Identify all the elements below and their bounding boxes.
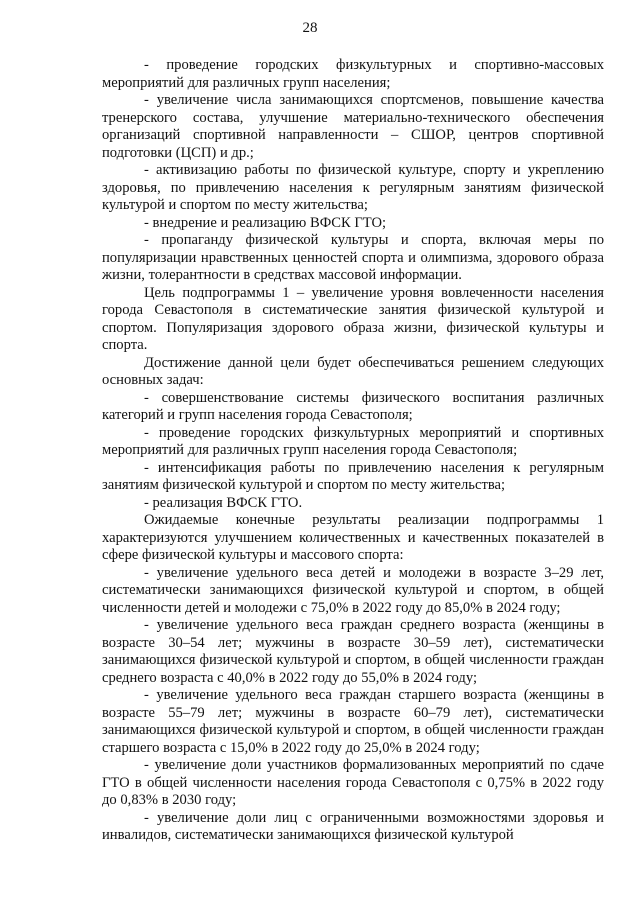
list-item: - увеличение удельного веса граждан старшего возраста (женщины в возрасте 55–79 лет; мужчины в возрасте 60–79 лет), систематически занимающихся физической культурой и спортом, в общей численности граждан старшего возраста с 15,0% в 2022 году до 25,0% в 2024 году;: [102, 687, 604, 756]
list-item: - активизацию работы по физической культуре, спорту и укреплению здоровья, по привлечению населения к регулярным занятиям физической культурой и спортом по месту жительства;: [102, 162, 604, 213]
list-item: - внедрение и реализацию ВФСК ГТО;: [144, 214, 387, 231]
list-item: - проведение городских физкультурных и спортивно-массовых мероприятий для различных групп населения;: [102, 57, 604, 91]
list-item: - проведение городских физкультурных мероприятий и спортивных мероприятий для различных групп населения города Севастополя;: [102, 424, 604, 458]
list-item: - совершенствование системы физического воспитания различных категорий и групп населения города Севастополя;: [102, 389, 604, 423]
list-item: - реализация ВФСК ГТО.: [144, 494, 303, 511]
list-item: - увеличение доли участников формализованных мероприятий по сдаче ГТО в общей численности населения города Севастополя с 0,75% в 2022 году до 0,83% в 2030 году;: [102, 757, 604, 808]
list-item: - увеличение числа занимающихся спортсменов, повышение качества тренерского состава, улучшение материально-технического обеспечения организаций спортивной направленности – СШОР, центров спортивной подготовки (ЦСП) и др.;: [102, 92, 604, 161]
paragraph: Достижение данной цели будет обеспечиваться решением следующих основных задач:: [102, 354, 604, 388]
page-number: 28: [302, 20, 318, 36]
list-item: - интенсификация работы по привлечению населения к регулярным занятиям физической культурой и спортом по месту жительства;: [102, 459, 604, 493]
paragraph: Ожидаемые конечные результаты реализации подпрограммы 1 характеризуются улучшением количественных и качественных показателей в сфере физической культуры и массового спорта:: [102, 512, 604, 563]
document-body: [102, 57, 604, 845]
list-item: - увеличение доли лиц с ограниченными возможностями здоровья и инвалидов, систематически занимающихся физической культурой: [102, 809, 604, 843]
list-item: - пропаганду физической культуры и спорта, включая меры по популяризации нравственных ценностей спорта и олимпизма, здорового образа жизни, толерантности в средствах массовой информации.: [102, 232, 604, 283]
paragraph: Цель подпрограммы 1 – увеличение уровня вовлеченности населения города Севастополя в систематические занятия физической культурой и спортом. Популяризация здорового образа жизни, физической культуры и спорта.: [102, 284, 604, 353]
list-item: - увеличение удельного веса граждан среднего возраста (женщины в возрасте 30–54 лет; мужчины в возрасте 30–59 лет), систематически занимающихся физической культурой и спортом, в общей численности граждан среднего возраста с 40,0% в 2022 году до 55,0% в 2024 году;: [102, 617, 604, 686]
list-item: - увеличение удельного веса детей и молодежи в возрасте 3–29 лет, систематически занимающихся физической культурой и спортом, в общей численности детей и молодежи с 75,0% в 2022 году до 85,0% в 2024 году;: [102, 564, 604, 616]
